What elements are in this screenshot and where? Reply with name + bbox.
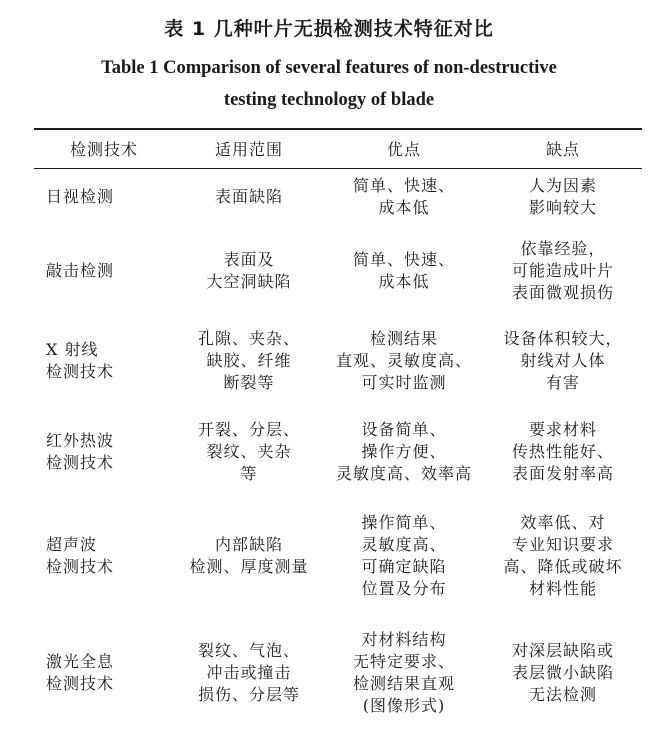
header-scope: 适用范围 xyxy=(214,140,283,159)
table-title-chinese: 表 1 几种叶片无损检测技术特征对比 xyxy=(164,18,494,40)
table-row xyxy=(34,614,642,732)
cell-scope: 表面及 大空洞缺陷 xyxy=(206,250,292,291)
cell-technique: 红外热波 检测技术 xyxy=(46,431,115,472)
cell-disadvantages: 要求材料 传热性能好、 表面发射率高 xyxy=(511,420,614,483)
table-header-row xyxy=(34,129,642,168)
cell-disadvantages: 效率低、对 专业知识要求 高、降低或破坏 材料性能 xyxy=(503,513,623,598)
header-advantages: 优点 xyxy=(386,140,421,159)
cell-scope: 内部缺陷 检测、厚度测量 xyxy=(189,535,309,576)
cell-advantages: 对材料结构 无特定要求、 检测结果直观 (图像形式) xyxy=(352,630,455,715)
cell-disadvantages: 设备体积较大， 射线对人体 有害 xyxy=(503,329,623,392)
table-row xyxy=(34,168,642,226)
cell-advantages: 设备简单、 操作方便、 灵敏度高、效率高 xyxy=(335,420,472,483)
table-row xyxy=(34,406,642,498)
cell-disadvantages: 对深层缺陷或 表层微小缺陷 无法检测 xyxy=(511,641,614,704)
header-disadvantages: 缺点 xyxy=(545,140,580,159)
cell-advantages: 操作简单、 灵敏度高、 可确定缺陷 位置及分布 xyxy=(361,513,447,598)
cell-advantages: 简单、快速、 成本低 xyxy=(352,250,455,291)
cell-scope: 表面缺陷 xyxy=(214,187,283,206)
cell-scope: 开裂、分层、 裂纹、夹杂 等 xyxy=(197,420,300,483)
cell-technique: 激光全息 检测技术 xyxy=(46,652,115,693)
cell-scope: 裂纹、气泡、 冲击或撞击 损伤、分层等 xyxy=(197,641,300,704)
table-row xyxy=(34,226,642,316)
cell-advantages: 简单、快速、 成本低 xyxy=(352,176,455,217)
cell-technique: 敲击检测 xyxy=(46,261,115,280)
header-technique: 检测技术 xyxy=(69,140,138,159)
cell-advantages: 检测结果 直观、灵敏度高、 可实时监测 xyxy=(335,329,472,392)
cell-technique: X 射线 检测技术 xyxy=(46,340,115,381)
comparison-table xyxy=(34,129,642,732)
cell-scope: 孔隙、夹杂、 缺胶、纤维 断裂等 xyxy=(197,329,300,392)
table-title-english-line-2: testing technology of blade xyxy=(223,90,435,110)
cell-disadvantages: 依靠经验， 可能造成叶片 表面微观损伤 xyxy=(511,239,614,302)
table-row xyxy=(34,498,642,614)
cell-technique: 超声波 检测技术 xyxy=(46,535,115,576)
table-title-english-line-1: Table 1 Comparison of several features of non-destructive xyxy=(101,58,557,78)
cell-technique: 日视检测 xyxy=(46,187,115,206)
table-row xyxy=(34,316,642,406)
cell-disadvantages: 人为因素 影响较大 xyxy=(528,176,597,217)
table-title-english xyxy=(40,52,618,116)
